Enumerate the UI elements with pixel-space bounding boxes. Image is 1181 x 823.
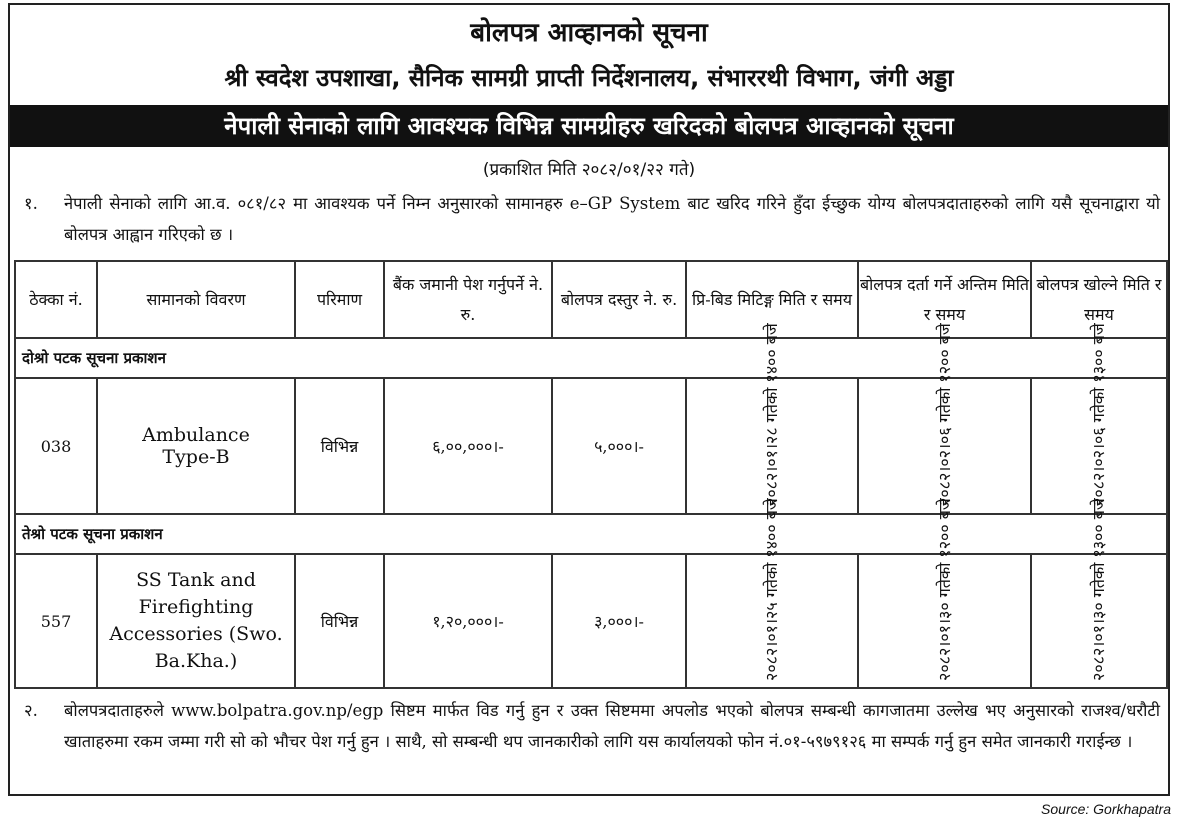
para-text: नेपाली सेनाको लागि आ.व. ०८१/८२ मा आवश्यक पर्ने निम्न अनुसारको सामानहरु e–GP System बाट खरिद गरिने हुँदा ईच्छुक योग्य बोलपत्रदाताहरुको लागि यसै सूचनाद्वारा यो बोलपत्र आह्वान गरिएको छ ।: [64, 194, 1160, 244]
col-header: बोलपत्र दस्तुर ने. रु.: [552, 261, 686, 338]
cell: [686, 323, 858, 514]
cell: 038: [15, 378, 97, 514]
col-header: सामानको विवरण: [97, 261, 295, 338]
rotated-date: २०८२।०२।०६ गतेको १३०० बजे: [1089, 323, 1108, 506]
rotated-date: २०८२।०२।०६ गतेको १२०० बजे: [934, 323, 954, 506]
cell: 557: [15, 554, 97, 688]
cell: SS Tank and Firefighting Accessories (Swo. Ba.Kha.): [97, 554, 295, 688]
cell: विभिन्न: [295, 378, 384, 514]
section-row: [15, 338, 1167, 378]
office-name: श्री स्वदेश उपशाखा, सैनिक सामग्री प्राप्ती निर्देशनालय, संभाररथी विभाग, जंगी अड्डा: [224, 64, 954, 92]
banner: नेपाली सेनाको लागि आवश्यक विभिन्न सामग्रीहरु खरिदको बोलपत्र आव्हानको सूचना: [10, 105, 1168, 147]
published-date: (प्रकाशित मिति २०८२/०१/२२ गते): [482, 160, 696, 180]
para-number: २.: [24, 701, 38, 720]
table-row: [15, 554, 1167, 688]
cell: [686, 498, 858, 688]
table-row: [15, 378, 1167, 514]
paragraph-1: [24, 188, 1160, 250]
notice-title: बोलपत्र आव्हानको सूचना: [470, 18, 708, 48]
section-row: [15, 514, 1167, 554]
cell: Ambulance Type-B: [97, 378, 295, 514]
section-label: तेश्रो पटक सूचना प्रकाशन: [15, 514, 1167, 554]
cell: १,२०,०००।-: [384, 554, 552, 688]
col-header: बैंक जमानी पेश गर्नुपर्ने ने. रु.: [384, 261, 552, 338]
col-header: प्रि-बिड मिटिङ्ग मिति र समय: [686, 261, 858, 338]
cell: विभिन्न: [295, 554, 384, 688]
cell: [858, 498, 1031, 688]
para-number: १.: [24, 194, 38, 213]
rotated-date: २०८२।०१।२८ गतेको १४०० बजे: [762, 323, 781, 506]
source-credit: Source: Gorkhapatra: [1041, 801, 1171, 817]
col-header: ठेक्का नं.: [15, 261, 97, 338]
para-text: बोलपत्रदाताहरुले www.bolpatra.gov.np/egp सिष्टम मार्फत विड गर्नु हुन र उक्त सिष्टममा अपलोड भएको बोलपत्र सम्बन्धी कागजातमा उल्लेख भए अनुसारको राजश्व/धरौटी खाताहरुमा रकम जम्मा गरी सो को भौचर पेश गर्नु हुन । साथै, सो सम्बन्धी थप जानकारीको लागि यस कार्यालयको फोन नं.०१-५९७९१२६ मा सम्पर्क गर्नु हुन समेत जानकारी गराईन्छ ।: [64, 701, 1160, 751]
rotated-date: २०८२।०१।३० गतेको १२०० बजे: [934, 498, 954, 681]
tender-table: [14, 260, 1168, 689]
cell: ३,०००।-: [552, 554, 686, 688]
notice: [8, 3, 1170, 796]
cell: [858, 323, 1031, 514]
col-header: बोलपत्र खोल्ने मिति र समय: [1031, 261, 1167, 338]
section-label: दोश्रो पटक सूचना प्रकाशन: [15, 338, 1167, 378]
col-header: बोलपत्र दर्ता गर्ने अन्तिम मिति र समय: [858, 261, 1031, 338]
cell: [1031, 323, 1167, 514]
rotated-date: २०८२।०१।२५ गतेको १४०० बजे: [762, 498, 781, 681]
cell: [1031, 498, 1167, 688]
header-row: [15, 261, 1167, 338]
col-header: परिमाण: [295, 261, 384, 338]
paragraph-2: [24, 695, 1160, 757]
rotated-date: २०८२।०१।३० गतेको १३०० बजे: [1089, 498, 1108, 681]
cell: ६,००,०००।-: [384, 378, 552, 514]
cell: ५,०००।-: [552, 378, 686, 514]
